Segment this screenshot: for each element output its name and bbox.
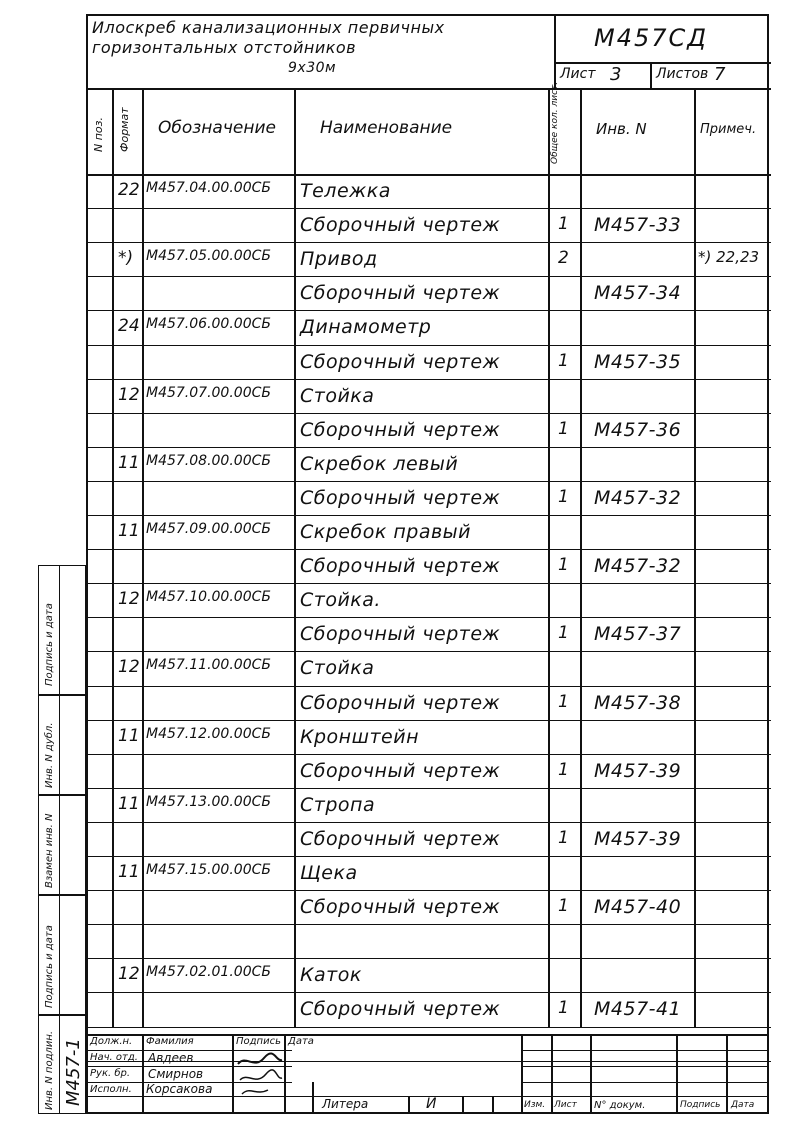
row-designation: М457.15.00.00СБ	[146, 862, 271, 878]
row-designation: М457.11.00.00СБ	[146, 657, 271, 674]
row-designation: М457.09.00.00СБ	[146, 521, 271, 537]
row-name: Сборочный чертеж	[300, 827, 501, 850]
vline-format	[142, 88, 144, 1028]
row-designation: М457.05.00.00СБ	[146, 248, 271, 265]
side-inv-orig-value: М457-1	[63, 1038, 84, 1106]
row-name: Сборочный чертеж	[300, 214, 501, 237]
stamp-date2: Дата	[731, 1100, 755, 1110]
stamp-sign2: Подпись	[680, 1100, 721, 1110]
row-divider	[88, 549, 771, 550]
row-qty: 1	[558, 827, 569, 848]
stamp-r1-role: Нач. отд.	[90, 1052, 138, 1063]
doc-code: М457СД	[594, 24, 709, 52]
row-name: Сборочный чертеж	[300, 486, 501, 509]
row-divider	[88, 890, 771, 891]
row-format: 22	[118, 180, 140, 200]
row-inv: М457-38	[594, 691, 682, 714]
stamp-doc-no: N° докум.	[594, 1100, 646, 1111]
sheet-info	[554, 62, 771, 90]
spec-sheet	[86, 14, 769, 1114]
row-designation: М457.04.00.00СБ	[146, 180, 271, 196]
row-inv: М457-36	[594, 418, 682, 441]
row-name: Сборочный чертеж	[300, 759, 501, 782]
row-designation: М457.02.01.00СБ	[146, 964, 271, 981]
row-divider	[88, 651, 771, 652]
side-sig-date	[38, 565, 86, 695]
row-divider	[88, 379, 771, 380]
col-qty: Общее кол. лист.	[550, 81, 560, 164]
side-replace-inv-label: Взамен инв. N	[44, 813, 55, 888]
row-format: 12	[118, 964, 140, 985]
row-format: 11	[118, 725, 140, 746]
stamp-sign-header: Подпись	[236, 1036, 281, 1047]
vline-name	[548, 88, 550, 1028]
row-name: Сборочный чертеж	[300, 691, 501, 714]
row-divider	[88, 276, 771, 277]
sheets-label: Листов	[656, 66, 709, 82]
row-divider	[88, 958, 771, 959]
row-divider	[88, 617, 771, 618]
row-inv: М457-41	[594, 998, 682, 1021]
row-qty: 1	[558, 486, 569, 507]
row-divider	[88, 481, 771, 482]
row-name: Сборочный чертеж	[300, 896, 501, 919]
row-name: Сборочный чертеж	[300, 998, 501, 1021]
row-qty: 1	[558, 418, 569, 439]
row-qty: 1	[558, 214, 569, 235]
side-inv-dup-label: Инв. N дубл.	[44, 722, 55, 788]
row-inv: М457-33	[594, 214, 682, 237]
row-divider	[88, 208, 771, 209]
title-line-1: Илоскреб канализационных первичных	[92, 18, 445, 37]
row-format: 12	[118, 589, 140, 610]
row-format: 11	[118, 521, 140, 541]
stamp-r3-role: Исполн.	[90, 1084, 132, 1095]
vline-inv	[694, 88, 696, 1028]
row-divider	[88, 242, 771, 243]
title-line-2: горизонтальных отстойников	[92, 38, 357, 57]
row-divider	[88, 413, 771, 414]
row-designation: М457.06.00.00СБ	[146, 316, 271, 333]
row-format: *)	[118, 248, 134, 269]
row-inv: М457-39	[594, 827, 682, 850]
side-sig-date-label: Подпись и дата	[44, 603, 55, 686]
row-designation: М457.10.00.00СБ	[146, 589, 271, 606]
row-designation: М457.08.00.00СБ	[146, 452, 271, 469]
stamp-r3-name: Корсакова	[146, 1082, 213, 1096]
row-divider	[88, 583, 771, 584]
col-inv: Инв. N	[596, 120, 647, 138]
side-inv-dup	[38, 695, 86, 795]
row-divider	[88, 992, 771, 993]
vline-qty	[580, 88, 582, 1028]
row-inv: М457-35	[594, 350, 682, 373]
row-name: Сборочный чертеж	[300, 350, 501, 373]
stamp-r2-name: Смирнов	[148, 1067, 204, 1081]
row-name: Динамометр	[300, 316, 432, 339]
row-name: Стойка	[300, 384, 375, 407]
signature-icon	[236, 1050, 284, 1096]
row-inv: М457-39	[594, 759, 682, 782]
col-designation: Обозначение	[158, 118, 276, 138]
row-qty: 1	[558, 691, 569, 712]
row-name: Сборочный чертеж	[300, 418, 501, 441]
sheet-label: Лист	[560, 66, 596, 82]
row-name: Щека	[300, 862, 358, 884]
row-format: 24	[118, 316, 140, 337]
col-format: Формат	[118, 107, 131, 152]
doc-code-block	[554, 16, 771, 88]
sheets-num: 7	[714, 64, 726, 85]
col-note: Примеч.	[700, 122, 757, 137]
row-qty: 1	[558, 555, 569, 576]
row-qty: 1	[558, 896, 569, 917]
row-divider	[88, 515, 771, 516]
row-qty: 1	[558, 998, 569, 1019]
row-format: 12	[118, 384, 140, 405]
row-inv: М457-34	[594, 282, 682, 305]
title-line-3: 9х30м	[288, 60, 337, 76]
stamp-block	[86, 1034, 769, 1114]
row-name: Стропа	[300, 793, 376, 816]
row-name: Скребок правый	[300, 521, 472, 543]
row-note: *) 22,23	[698, 248, 760, 267]
side-sig-date-2	[38, 895, 86, 1015]
row-qty: 1	[558, 350, 569, 371]
row-divider	[88, 788, 771, 789]
row-designation: М457.07.00.00СБ	[146, 384, 271, 401]
side-inv-orig-label: Инв. N подлин.	[44, 1030, 55, 1110]
row-name: Сборочный чертеж	[300, 282, 501, 305]
row-inv: М457-37	[594, 623, 682, 646]
col-pos: N поз.	[92, 117, 105, 152]
column-header	[88, 81, 771, 176]
vline-des	[294, 88, 296, 1028]
row-divider	[88, 310, 771, 311]
row-format: 11	[118, 452, 140, 473]
row-name: Каток	[300, 964, 362, 987]
row-format: 11	[118, 862, 140, 882]
row-divider	[88, 720, 771, 721]
row-inv: М457-40	[594, 896, 682, 919]
col-name: Наименование	[320, 118, 453, 138]
sheet-num: 3	[610, 64, 622, 85]
side-replace-inv	[38, 795, 86, 895]
side-inv-orig	[38, 1015, 86, 1114]
row-format: 12	[118, 657, 140, 678]
row-qty: 1	[558, 623, 569, 644]
row-inv: М457-32	[594, 486, 682, 509]
sheet-sep	[650, 64, 652, 90]
row-designation: М457.12.00.00СБ	[146, 725, 271, 742]
title-block	[88, 16, 556, 88]
stamp-date-header: Дата	[288, 1036, 314, 1047]
row-inv: М457-32	[594, 555, 682, 578]
stamp-litera-value: И	[426, 1096, 437, 1112]
row-qty: 2	[558, 248, 569, 269]
row-divider	[88, 924, 771, 925]
row-qty: 1	[558, 759, 569, 780]
row-designation: М457.13.00.00СБ	[146, 793, 271, 810]
stamp-surname-header: Фамилия	[146, 1036, 194, 1047]
row-name: Кронштейн	[300, 725, 420, 748]
row-divider	[88, 754, 771, 755]
row-name: Скребок левый	[300, 452, 459, 475]
stamp-list: Лист	[554, 1100, 577, 1110]
stamp-r2-role: Рук. бр.	[90, 1068, 131, 1079]
stamp-izm: Изм.	[524, 1100, 546, 1110]
stamp-litera-label: Литера	[322, 1097, 369, 1111]
row-name: Сборочный чертеж	[300, 623, 501, 646]
vline-pos	[112, 88, 114, 1028]
side-sig-date-2-label: Подпись и дата	[44, 925, 55, 1008]
row-divider	[88, 686, 771, 687]
row-divider	[88, 345, 771, 346]
row-divider	[88, 447, 771, 448]
row-name: Стойка	[300, 657, 375, 680]
row-format: 11	[118, 793, 140, 814]
row-divider	[88, 822, 771, 823]
row-name: Привод	[300, 248, 378, 271]
row-divider	[88, 856, 771, 857]
row-name: Тележка	[300, 180, 391, 202]
stamp-pos-header: Долж.н.	[90, 1036, 133, 1047]
row-divider	[88, 1027, 771, 1028]
row-name: Стойка.	[300, 589, 381, 612]
stamp-r1-name: Авдеев	[148, 1051, 194, 1065]
row-name: Сборочный чертеж	[300, 555, 501, 578]
